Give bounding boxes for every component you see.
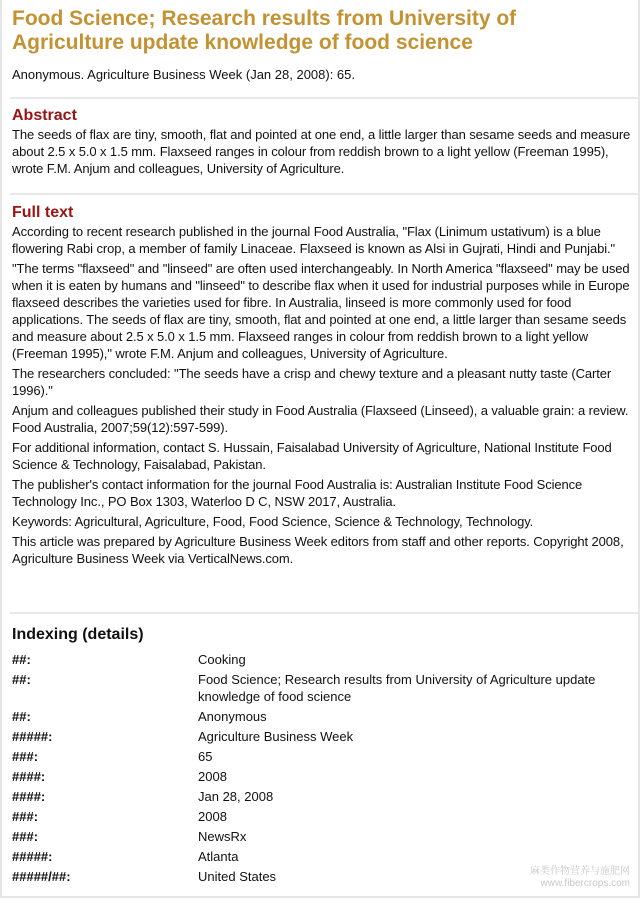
index-value: 65: [198, 749, 213, 764]
index-value: 2008: [198, 769, 227, 784]
index-key: ##:: [12, 709, 31, 724]
index-value: 2008: [198, 809, 227, 824]
index-value: United States: [198, 869, 277, 884]
watermark-line: www.fibercrops.com: [540, 878, 630, 889]
indexing-section: [12, 625, 636, 888]
index-key: #####:: [12, 729, 53, 744]
divider: [10, 612, 638, 614]
index-row: [12, 768, 636, 785]
index-value: Cooking: [198, 652, 246, 667]
paragraph: This article was prepared by Agriculture Business Week editors from staff and other reports. Copyright 2008, Agriculture Business Week via VerticalNews.com.: [12, 534, 624, 566]
abstract-heading: Abstract: [12, 107, 77, 124]
index-key: ##:: [12, 672, 31, 687]
index-row: [12, 848, 636, 865]
index-value: NewsRx: [198, 829, 247, 844]
full-text-section: [12, 203, 636, 570]
index-value: Agriculture Business Week: [198, 729, 354, 744]
index-value: Jan 28, 2008: [198, 789, 274, 804]
index-row: [12, 728, 636, 745]
index-row: [12, 808, 636, 825]
paragraph: For additional information, contact S. Hussain, Faisalabad University of Agriculture, National Institute Food Science & Technology, Faisalabad, Pakistan.: [12, 440, 612, 472]
article-title: Food Science; Research results from University of Agriculture update knowledge of food science: [12, 7, 517, 54]
index-value: Food Science; Research results from University of Agriculture update knowledge of food science: [198, 672, 596, 704]
index-row: [12, 671, 636, 705]
index-key: #####:: [12, 849, 53, 864]
full-text-heading: Full text: [12, 204, 74, 221]
index-value: Atlanta: [198, 849, 239, 864]
index-key: ###:: [12, 829, 39, 844]
paragraph: "The terms "flaxseed" and "linseed" are often used interchangeably. In North America "flaxseed" may be used when it is eaten by humans and "linseed" to describe flax when it used for industrial purposes while in Europe flaxseed describes the varieties used for fibre. In Australia, linseed is more commonly used for food applications. The seeds of flax are tiny, smooth, flat and pointed at one end, a little larger than sesame seeds and measure about 2.5 x 5.0 x 1.5 mm. Flaxseed ranges in colour from reddish brown to a light yellow (Freeman 1995)," wrote F.M. Anjum and colleagues, University of Agriculture.: [12, 261, 630, 361]
paragraph: Keywords: Agricultural, Agriculture, Food, Food Science, Science & Technology, Technology.: [12, 514, 534, 529]
paragraph: The researchers concluded: "The seeds have a crisp and chewy texture and a pleasant nutty taste (Carter 1996).": [12, 366, 612, 398]
divider: [10, 97, 638, 99]
paragraph: According to recent research published in the journal Food Australia, "Flax (Linimum ustativum) is a blue flowering Rabi crop, a member of family Linaceae. Flaxseed is known as Alsi in Gujrati, Hindi and Punjabi.": [12, 224, 616, 256]
divider: [10, 193, 638, 195]
index-key: ###:: [12, 749, 39, 764]
index-row: [12, 748, 636, 765]
index-key: ##:: [12, 652, 31, 667]
index-key: ####:: [12, 769, 46, 784]
abstract-text: The seeds of flax are tiny, smooth, flat and pointed at one end, a little larger than sesame seeds and measure about 2.5 x 5.0 x 1.5 mm. Flaxseed ranges in colour from reddish brown to a light yellow (Freeman 1995), wrote F.M. Anjum and colleagues, University of Agriculture.: [12, 127, 631, 176]
index-key: #####/##:: [12, 869, 71, 884]
index-key: ####:: [12, 789, 46, 804]
indexing-heading: Indexing (details): [12, 626, 144, 643]
watermark: [530, 866, 630, 890]
paragraph: The publisher's contact information for the journal Food Australia is: Australian Institute Food Science Technology Inc., PO Box 1303, Waterloo D C, NSW 2017, Australia.: [12, 477, 583, 509]
index-key: ###:: [12, 809, 39, 824]
article-byline: Anonymous. Agriculture Business Week (Jan 28, 2008): 65.: [12, 67, 356, 82]
watermark-line: 麻类作物营养与施肥网: [530, 866, 630, 877]
index-row: [12, 828, 636, 845]
paragraph: Anjum and colleagues published their study in Food Australia (Flaxseed (Linseed), a valuable grain: a review. Food Australia, 2007;59(12):597-599).: [12, 403, 629, 435]
index-value: Anonymous: [198, 709, 267, 724]
index-row: [12, 788, 636, 805]
index-row: [12, 651, 636, 668]
index-row: [12, 708, 636, 725]
abstract-section: [12, 106, 636, 180]
